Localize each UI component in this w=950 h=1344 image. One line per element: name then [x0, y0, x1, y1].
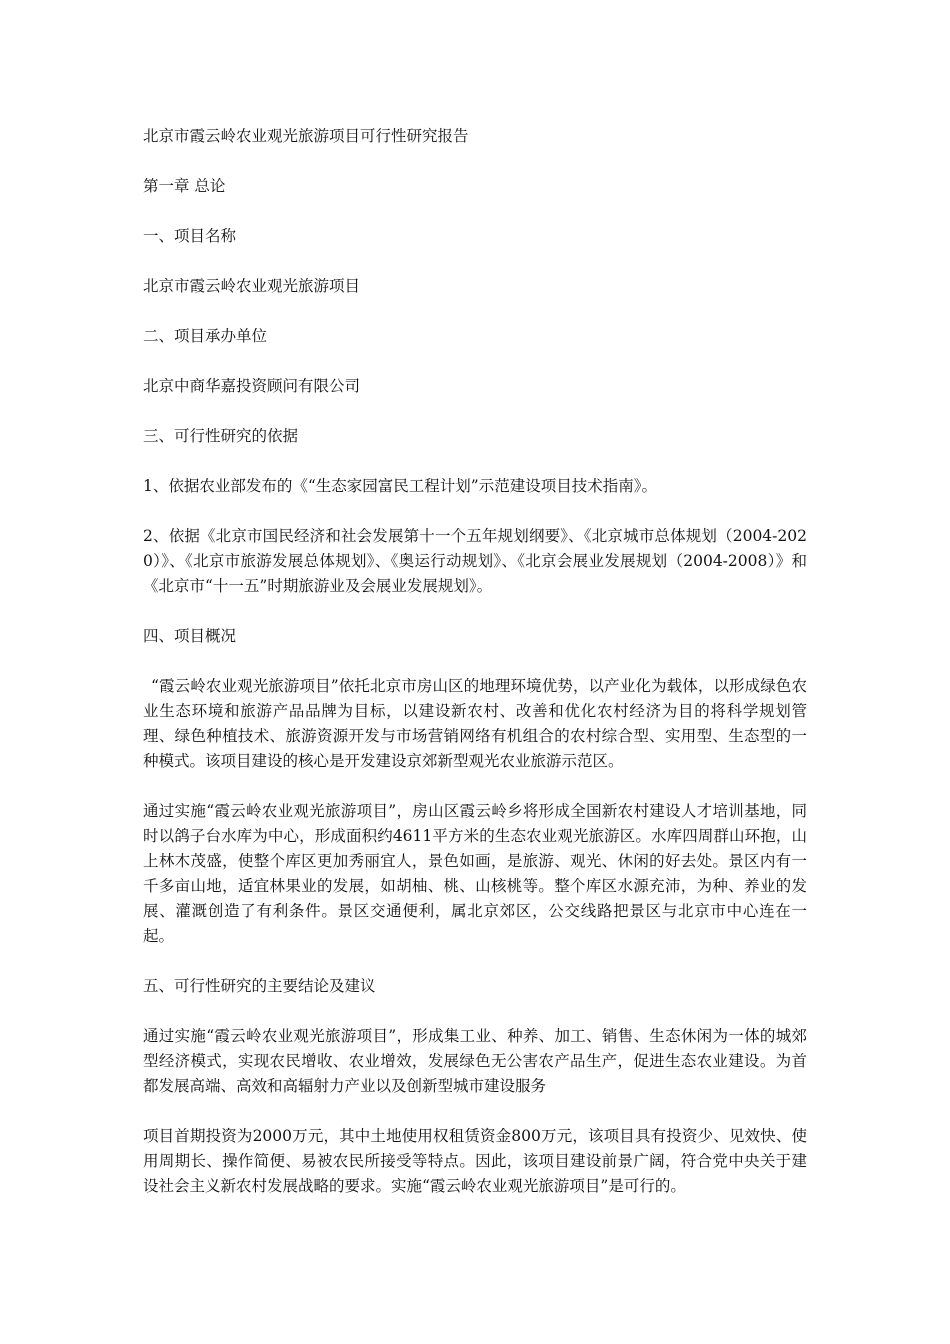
overview-paragraph-1: “霞云岭农业观光旅游项目”依托北京市房山区的地理环境优势，以产业化为载体，以形成绿色农业生态环境和旅游产品品牌为目标，以建设新农村、改善和优化农村经济为目的将科学规划管理、绿色种植技术、旅游资源开发与市场营销网络有机组合的农村综合型、实用型、生态型的一种模式。该项目建设的核心是开发建设京郊新型观光农业旅游示范区。 — [143, 677, 807, 770]
basis-paragraph-1: 1、依据农业部发布的《“生态家园富民工程计划”示范建设项目技术指南》。 — [143, 477, 657, 495]
section-heading-organizer: 二、项目承办单位 — [143, 327, 268, 345]
project-name-text: 北京市霞云岭农业观光旅游项目 — [143, 277, 361, 295]
section-heading-project-name: 一、项目名称 — [143, 227, 237, 245]
document-title: 北京市霞云岭农业观光旅游项目可行性研究报告 — [143, 127, 469, 145]
section-heading-basis: 三、可行性研究的依据 — [143, 427, 299, 445]
chapter-heading: 第一章 总论 — [143, 177, 226, 195]
conclusions-paragraph-2: 项目首期投资为2000万元，其中土地使用权租赁资金800万元，该项目具有投资少、见效快、使用周期长、操作简便、易被农民所接受等特点。因此，该项目建设前景广阔，符合党中央关于建设社会主义新农村发展战略的要求。实施“霞云岭农业观光旅游项目”是可行的。 — [143, 1127, 807, 1195]
overview-paragraph-2: 通过实施“霞云岭农业观光旅游项目”，房山区霞云岭乡将形成全国新农村建设人才培训基地，同时以鸽子台水库为中心，形成面积约4611平方米的生态农业观光旅游区。水库四周群山环抱，山上林木茂盛，使整个库区更加秀丽宜人，景色如画，是旅游、观光、休闲的好去处。景区内有一千多亩山地，适宜林果业的发展，如胡柚、桃、山核桃等。整个库区水源充沛，为种、养业的发展、灌溉创造了有利条件。景区交通便利，属北京郊区，公交线路把景区与北京市中心连在一起。 — [143, 802, 807, 945]
document-page — [143, 124, 807, 1224]
section-heading-conclusions: 五、可行性研究的主要结论及建议 — [143, 977, 376, 995]
basis-paragraph-2: 2、依据《北京市国民经济和社会发展第十一个五年规划纲要》、《北京城市总体规划（2004-2020）》、《北京市旅游发展总体规划》、《奥运行动规划》、《北京会展业发展规划（2004-2008）》和《北京市“十一五”时期旅游业及会展业发展规划》。 — [143, 527, 807, 595]
conclusions-paragraph-1: 通过实施“霞云岭农业观光旅游项目”，形成集工业、种养、加工、销售、生态休闲为一体的城郊型经济模式，实现农民增收、农业增效，发展绿色无公害农产品生产，促进生态农业建设。为首都发展高端、高效和高辐射力产业以及创新型城市建设服务 — [143, 1027, 807, 1095]
organizer-text: 北京中商华嘉投资顾问有限公司 — [143, 377, 361, 395]
section-heading-overview: 四、项目概况 — [143, 627, 237, 645]
